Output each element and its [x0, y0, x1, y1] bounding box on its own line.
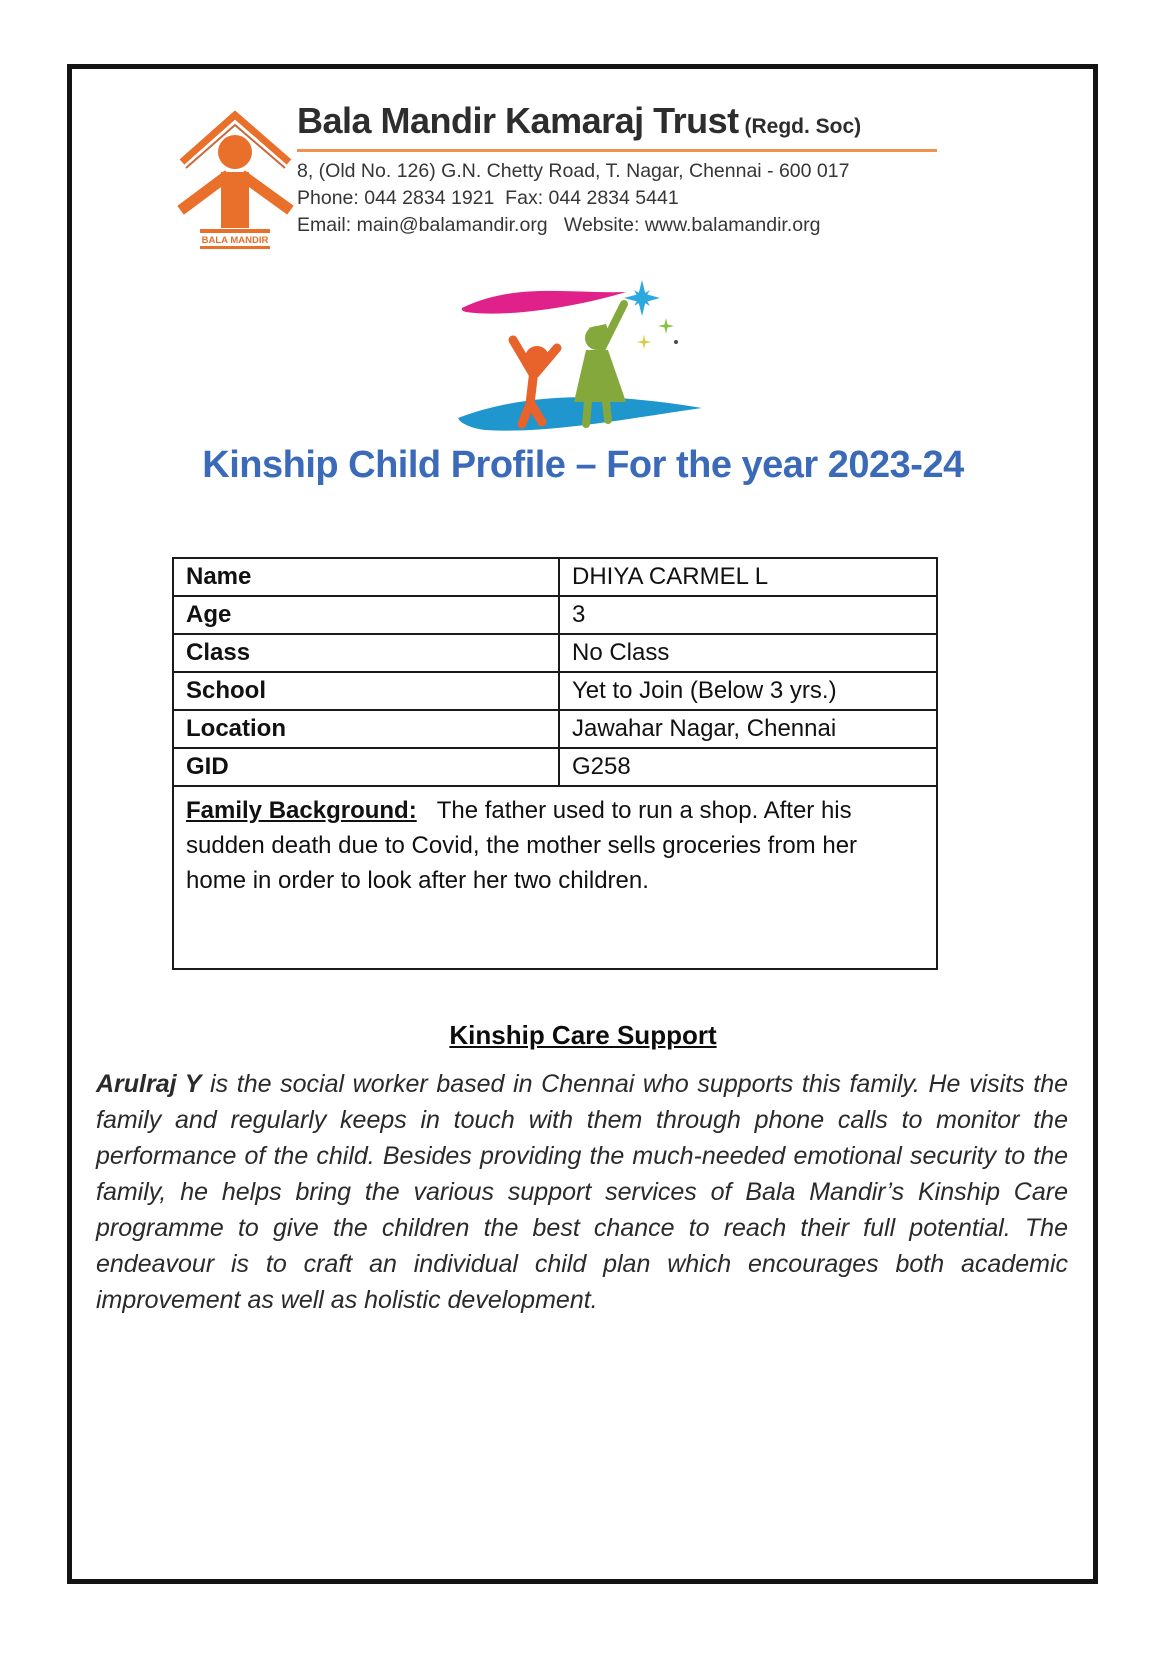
- row-value-name: DHIYA CARMEL L: [559, 558, 937, 596]
- row-value-age: 3: [559, 596, 937, 634]
- support-paragraph-body: is the social worker based in Chennai who supports this family. He visits the family and regularly keeps in touch with them through phone calls to monitor the performance of the child. Besides providing the much-needed emotional security to the family, he helps bring the various support services of Bala Mandir’s Kinship Care programme to give the children the best chance to reach their full potential. The endeavour is to craft an individual child plan which encourages both academic improvement as well as holistic development.: [96, 1070, 1069, 1314]
- table-row: [173, 596, 937, 634]
- org-email-website-line: Email: main@balamandir.org Website: www.balamandir.org: [297, 214, 821, 236]
- family-background-label: Family Background:: [186, 797, 417, 824]
- orange-rule-divider: [297, 149, 937, 152]
- table-row: [173, 710, 937, 748]
- row-label-location: Location: [173, 710, 559, 748]
- table-row: [173, 634, 937, 672]
- org-address-line: 8, (Old No. 126) G.N. Chetty Road, T. Nagar, Chennai - 600 017: [297, 160, 850, 182]
- table-row: [173, 748, 937, 786]
- page-title: Kinship Child Profile – For the year 2023-24: [202, 444, 964, 486]
- table-row: [173, 672, 937, 710]
- row-label-age: Age: [173, 596, 559, 634]
- green-star-icon: [658, 318, 674, 334]
- row-label-school: School: [173, 672, 559, 710]
- logo-caption-text: BALA MANDIR: [201, 235, 269, 246]
- row-value-class: No Class: [559, 634, 937, 672]
- letterhead: [297, 100, 957, 239]
- yellow-star-icon: [637, 335, 651, 349]
- org-regd-suffix: (Regd. Soc): [738, 115, 862, 138]
- row-value-school: Yet to Join (Below 3 yrs.): [559, 672, 937, 710]
- support-paragraph: [96, 1066, 1068, 1318]
- section-heading-text: Kinship Care Support: [449, 1020, 717, 1050]
- family-background-text: The father used to run a shop. After his sudden death due to Covid, the mother sells groceries from her home in order to look after her two children.: [186, 797, 858, 894]
- row-label-name: Name: [173, 558, 559, 596]
- row-label-class: Class: [173, 634, 559, 672]
- table-row: [173, 786, 937, 969]
- children-stars-logo-icon: [430, 266, 736, 442]
- child-profile-table: [172, 557, 938, 970]
- row-label-gid: GID: [173, 748, 559, 786]
- org-phone-fax-line: Phone: 044 2834 1921 Fax: 044 2834 5441: [297, 187, 679, 209]
- row-value-location: Jawahar Nagar, Chennai: [559, 710, 937, 748]
- social-worker-name: Arulraj Y: [96, 1070, 202, 1098]
- org-name: [297, 100, 957, 142]
- org-name-text: Bala Mandir Kamaraj Trust: [297, 100, 739, 141]
- section-heading: [0, 1020, 1166, 1051]
- table-row: [173, 558, 937, 596]
- big-star-icon: [624, 280, 660, 316]
- family-background-cell: [173, 786, 937, 969]
- row-value-gid: G258: [559, 748, 937, 786]
- bala-mandir-house-logo-icon: [172, 98, 298, 252]
